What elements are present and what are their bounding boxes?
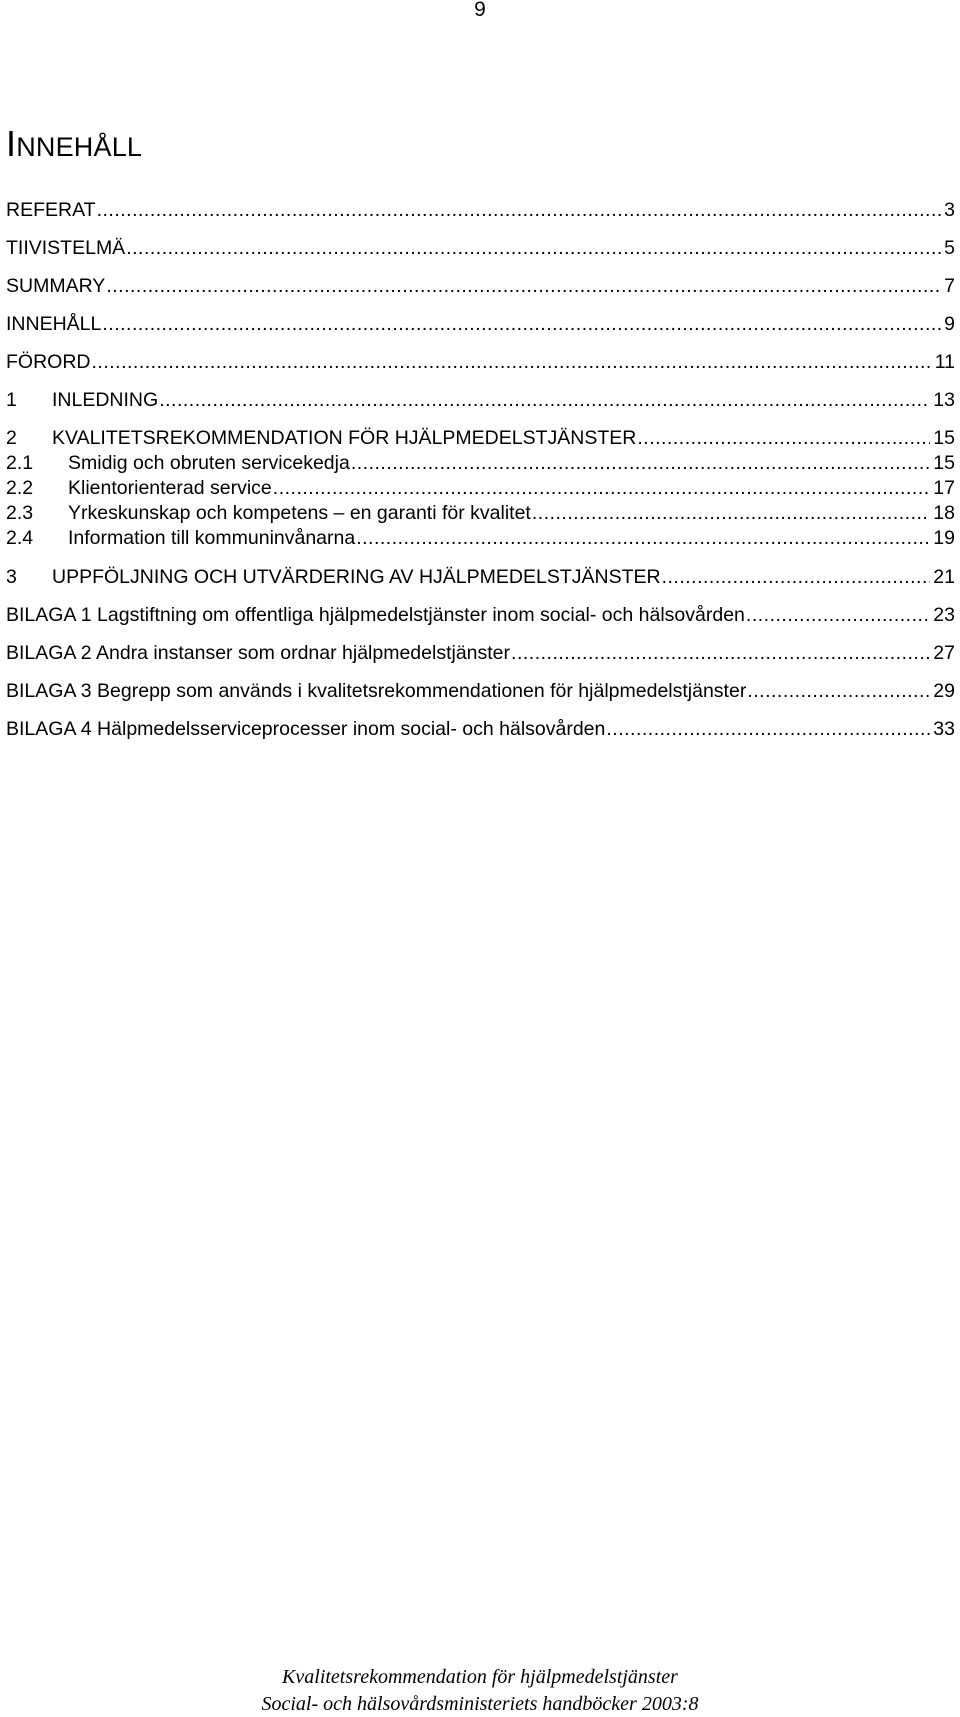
toc-entry-page: 11 xyxy=(934,351,955,373)
toc-dot-leader xyxy=(351,451,930,475)
toc-entry-title: TIIVISTELMÄ xyxy=(6,237,126,259)
toc-entry-title: FÖRORD xyxy=(6,351,91,373)
toc-entry-title: Smidig och obruten servicekedja xyxy=(68,452,350,474)
toc-dot-leader xyxy=(637,426,930,450)
toc-dot-leader xyxy=(606,717,930,741)
toc-entry-title: REFERAT xyxy=(6,199,96,221)
toc-entry-title: INNEHÅLL xyxy=(6,313,102,335)
toc-entry-number: 2.1 xyxy=(6,452,34,474)
toc-entry-page: 13 xyxy=(933,389,955,411)
toc-entry[interactable] xyxy=(6,236,955,260)
toc-entry-number: 2.2 xyxy=(6,477,34,499)
toc-entry-title: BILAGA 3 Begrepp som används i kvalitetsrekommendationen för hjälpmedelstjänster xyxy=(6,680,747,702)
page-number: 9 xyxy=(474,0,486,21)
toc-entry-page: 23 xyxy=(933,604,955,626)
toc-entry-page: 15 xyxy=(933,452,955,474)
toc-entry-title: SUMMARY xyxy=(6,275,106,297)
toc-entry-title: Klientorienterad service xyxy=(68,477,272,499)
toc-entry[interactable] xyxy=(6,451,955,475)
toc-entry-title: BILAGA 2 Andra instanser som ordnar hjälpmedelstjänster xyxy=(6,642,511,664)
toc-entry[interactable] xyxy=(6,312,955,336)
toc-entry-title: KVALITETSREKOMMENDATION FÖR HJÄLPMEDELSTJÄNSTER xyxy=(52,427,637,449)
toc-entry-title: UPPFÖLJNING OCH UTVÄRDERING AV HJÄLPMEDELSTJÄNSTER xyxy=(52,566,661,588)
toc-entry[interactable] xyxy=(6,388,955,412)
toc-entry-number: 1 xyxy=(6,389,17,411)
toc-entry-page: 7 xyxy=(944,275,955,297)
toc-entry[interactable] xyxy=(6,641,955,665)
toc-dot-leader xyxy=(532,501,930,525)
toc-entry-page: 33 xyxy=(933,718,955,740)
toc-entry[interactable] xyxy=(6,198,955,222)
toc-entry-page: 21 xyxy=(933,566,955,588)
toc-dot-leader xyxy=(273,476,931,500)
toc-entry[interactable] xyxy=(6,501,955,525)
toc-dot-leader xyxy=(356,526,930,550)
toc-dot-leader xyxy=(92,350,932,374)
toc-entry[interactable] xyxy=(6,476,955,500)
toc-entry-page: 17 xyxy=(933,477,955,499)
toc-entry-number: 2.4 xyxy=(6,527,34,549)
toc-dot-leader xyxy=(106,274,941,298)
toc-entry-number: 2 xyxy=(6,427,17,449)
toc-entry[interactable] xyxy=(6,565,955,589)
toc-dot-leader xyxy=(662,565,931,589)
toc-entry-page: 18 xyxy=(933,502,955,524)
toc-entry[interactable] xyxy=(6,350,955,374)
toc-entry[interactable] xyxy=(6,603,955,627)
toc-entry-number: 2.3 xyxy=(6,502,34,524)
toc-dot-leader xyxy=(511,641,930,665)
toc-entry-number: 3 xyxy=(6,566,17,588)
toc-entry[interactable] xyxy=(6,679,955,703)
toc-heading xyxy=(6,124,142,167)
toc-dot-leader xyxy=(97,198,942,222)
toc-entry-page: 5 xyxy=(944,237,955,259)
toc-entry-page: 29 xyxy=(933,680,955,702)
toc-entry-page: 9 xyxy=(944,313,955,335)
toc-entry-title: Yrkeskunskap och kompetens – en garanti för kvalitet xyxy=(68,502,531,524)
toc-entry-title: BILAGA 4 Hälpmedelsserviceprocesser inom social- och hälsovården xyxy=(6,718,606,740)
toc-heading-rest: NNEHÅLL xyxy=(16,132,143,162)
toc-dot-leader xyxy=(159,388,930,412)
toc-entry-page: 3 xyxy=(944,199,955,221)
toc-entry-title: Information till kommuninvånarna xyxy=(68,527,356,549)
toc-dot-leader xyxy=(102,312,941,336)
toc-entry-title: INLEDNING xyxy=(52,389,159,411)
toc-entry-page: 15 xyxy=(933,427,955,449)
footer-series: Social- och hälsovårdsministeriets handböcker 2003:8 xyxy=(261,1693,699,1715)
toc-dot-leader xyxy=(746,603,930,627)
toc-heading-initial: I xyxy=(6,123,17,164)
toc-entry-title: BILAGA 1 Lagstiftning om offentliga hjälpmedelstjänster inom social- och hälsovården xyxy=(6,604,745,626)
toc-entry-page: 19 xyxy=(933,527,955,549)
toc-entry[interactable] xyxy=(6,717,955,741)
toc-entry[interactable] xyxy=(6,526,955,550)
table-of-contents xyxy=(6,198,955,741)
footer-title: Kvalitetsrekommendation för hjälpmedelstjänster xyxy=(282,1666,678,1688)
toc-entry[interactable] xyxy=(6,426,955,450)
toc-dot-leader xyxy=(747,679,930,703)
toc-dot-leader xyxy=(126,236,941,260)
toc-entry-page: 27 xyxy=(933,642,955,664)
toc-entry[interactable] xyxy=(6,274,955,298)
